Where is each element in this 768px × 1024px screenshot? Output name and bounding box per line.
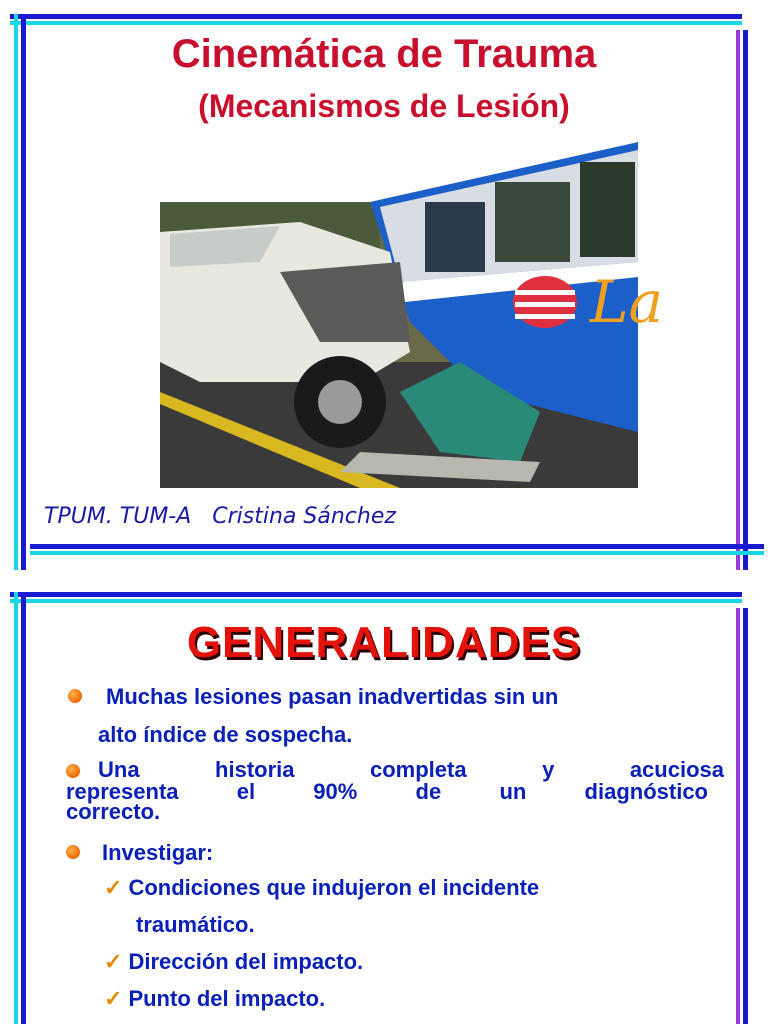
checkmark-icon: ✓	[104, 949, 123, 974]
bullet-2-line-3: correcto.	[66, 799, 161, 824]
sub-item-1-text: Condiciones que indujeron el incidente	[128, 875, 540, 900]
bullet-1-line-2: alto índice de sospecha.	[98, 722, 353, 747]
slide-2	[0, 578, 768, 1024]
bullet-dot	[68, 689, 82, 703]
bullet-2-line-2: representa el 90% de un diagnóstico	[66, 779, 708, 804]
sub-item-1-line-2: traumático.	[136, 912, 255, 937]
bullet-dot	[66, 845, 80, 859]
frame-bottom-bar-dark	[30, 544, 764, 549]
bus-logo-lettering: La	[590, 268, 664, 336]
frame-bottom-bar-cyan	[30, 551, 764, 555]
author-credit: TPUM. TUM-A Cristina Sánchez	[44, 504, 396, 529]
frame-top-bar-dark	[10, 14, 742, 19]
crash-photo	[160, 142, 664, 488]
sub-item-1-line-1	[104, 875, 539, 901]
frame-right-bar-purple	[736, 608, 740, 1024]
sub-item-2-text: Dirección del impacto.	[128, 949, 364, 974]
frame-top-bar-dark	[10, 592, 742, 597]
bullet-1-line-1: Muchas lesiones pasan inadvertidas sin un	[106, 684, 559, 709]
frame-right-bar-dark	[743, 608, 748, 1024]
checkmark-icon: ✓	[104, 875, 123, 900]
bullet-2-line-1	[82, 759, 724, 780]
bullet-2-line-1-text: Una historia completa y acuciosa	[98, 757, 724, 782]
sub-item-2	[104, 949, 363, 975]
sub-item-3	[104, 986, 325, 1012]
checkmark-icon: ✓	[104, 986, 123, 1011]
bullet-3: Investigar:	[102, 840, 214, 865]
bullet-dot	[66, 764, 80, 778]
slide-title: Cinemática de Trauma	[171, 32, 597, 76]
frame-top-bar-cyan	[10, 21, 742, 25]
sub-item-3-text: Punto del impacto.	[128, 986, 326, 1011]
slide-subtitle: (Mecanismos de Lesión)	[198, 88, 570, 124]
generalidades-title: GENERALIDADES	[186, 618, 582, 667]
frame-top-bar-cyan	[10, 599, 742, 603]
